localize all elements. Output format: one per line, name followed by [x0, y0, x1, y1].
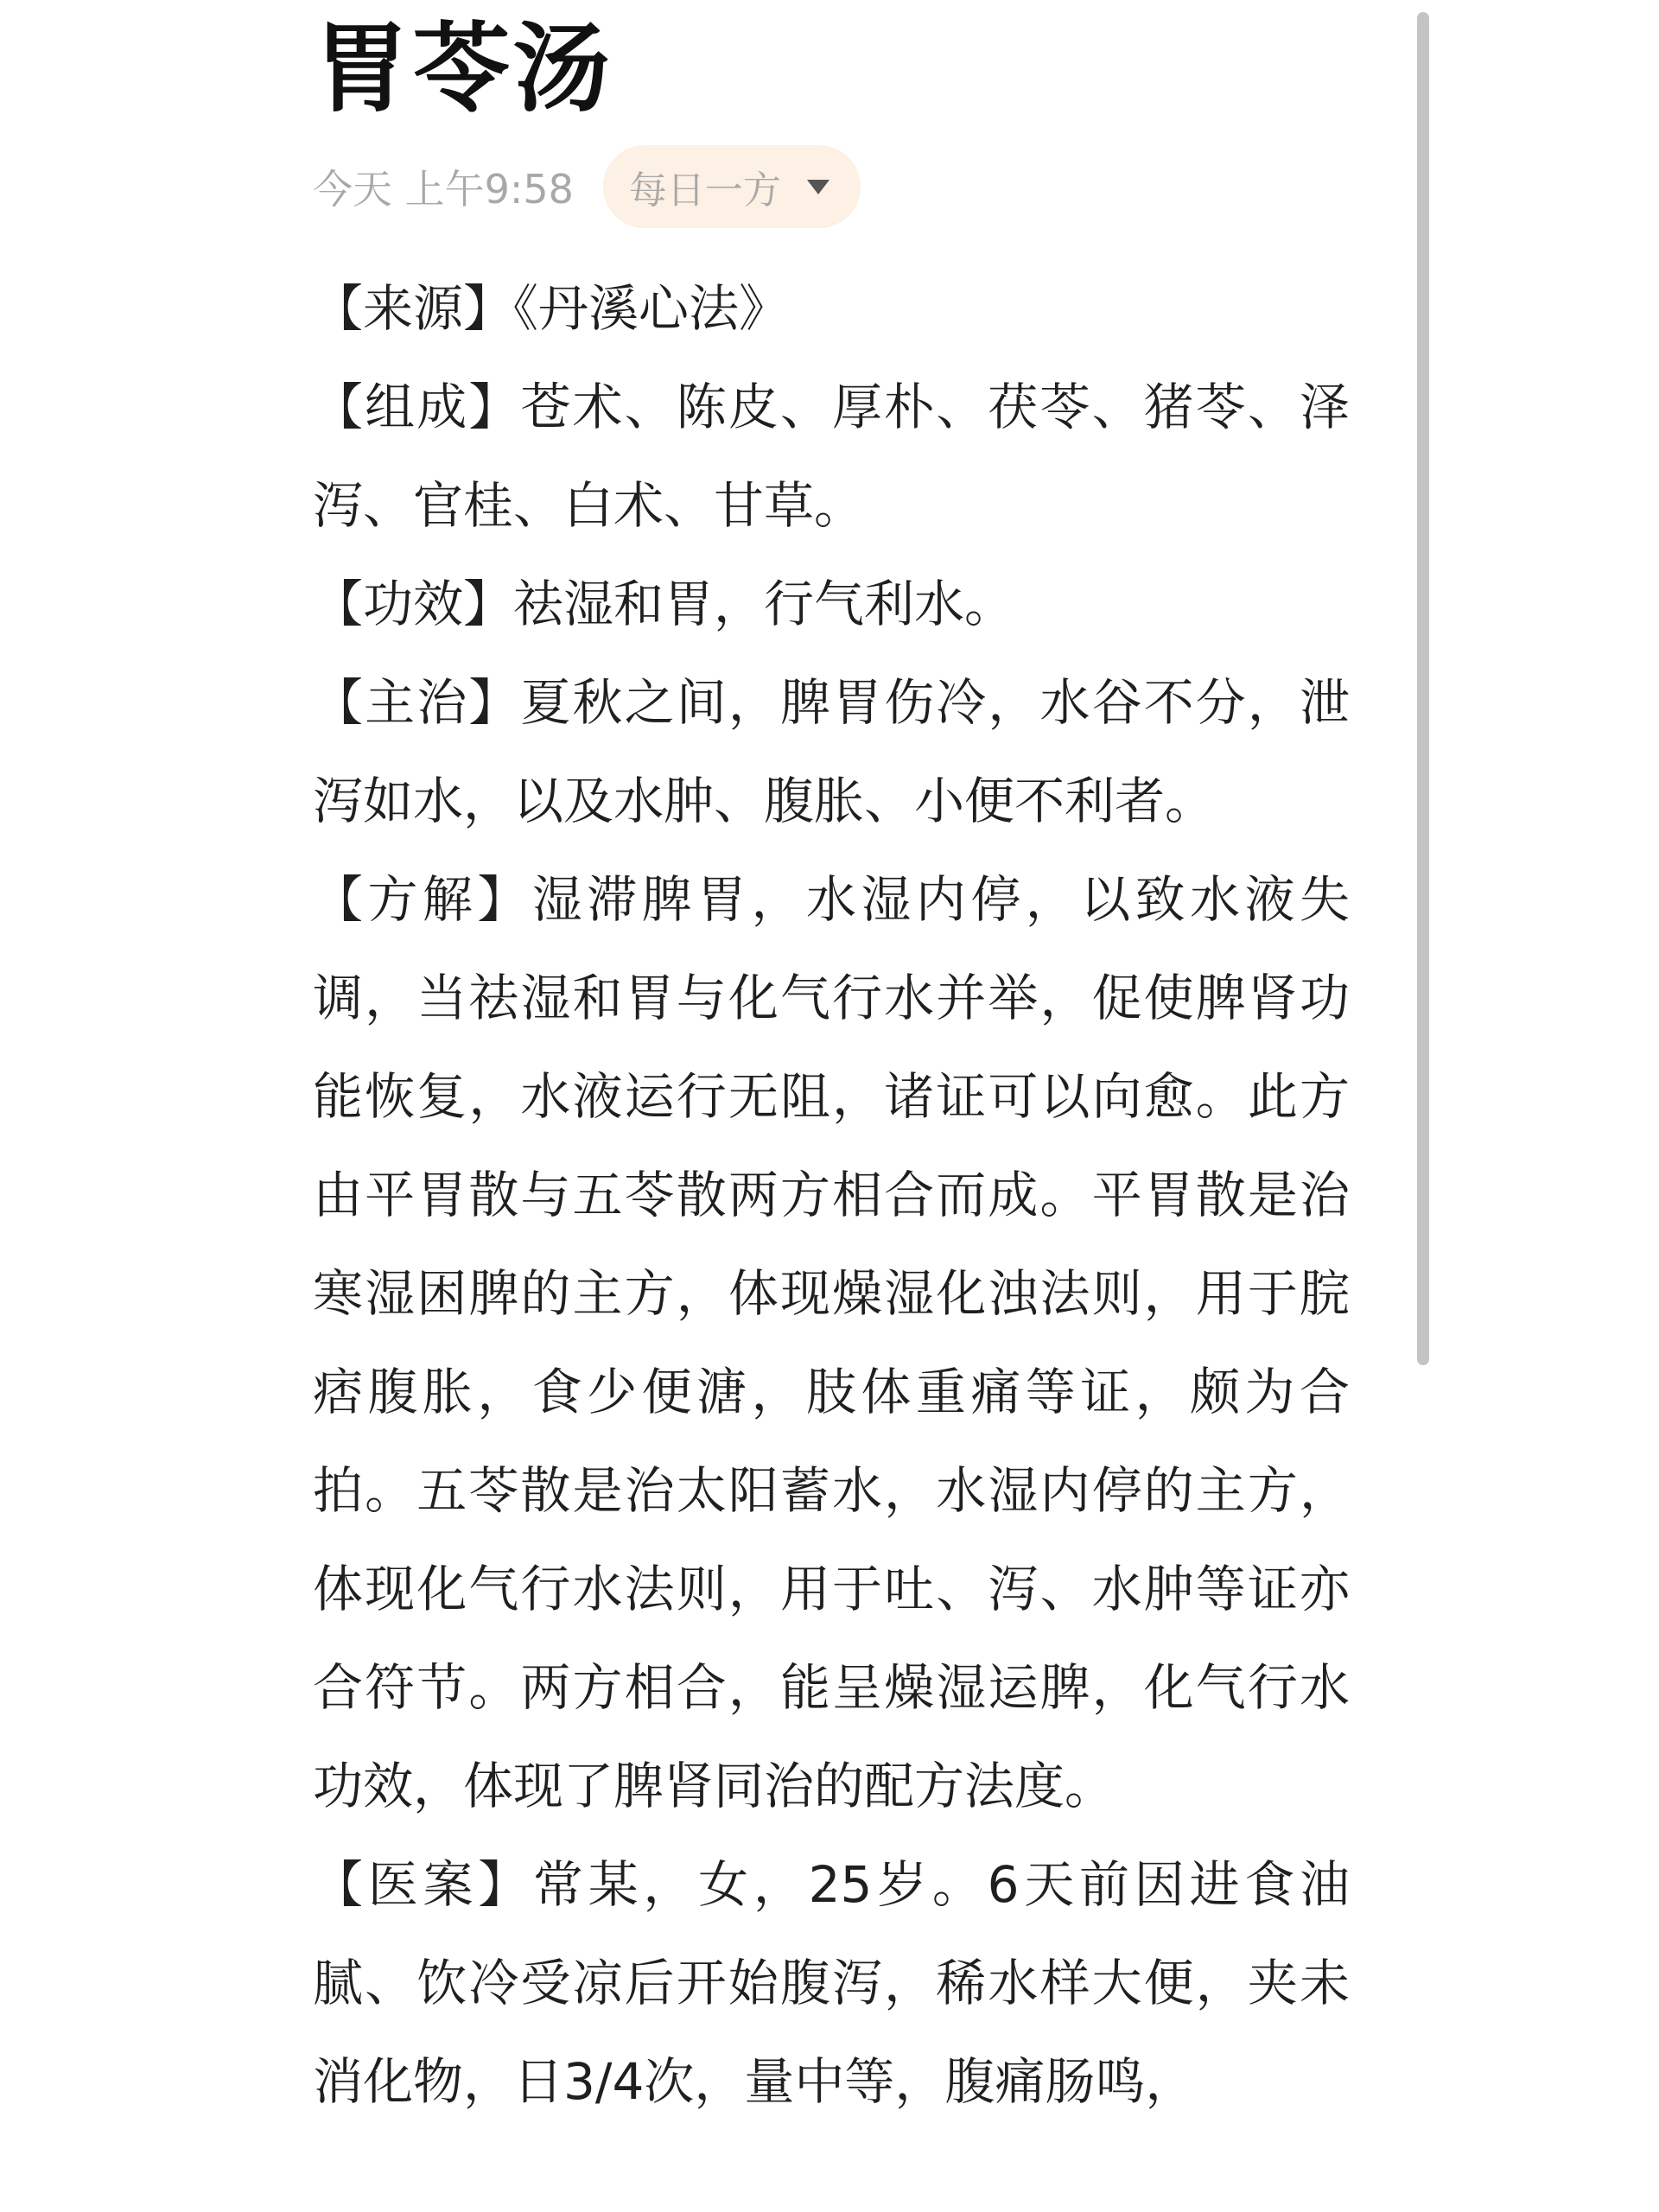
paragraph-case: 【医案】常某，女，25岁。6天前因进食油腻、饮冷受凉后开始腹泻，稀水样大便，夹未消化物，日3/4次，量中等，腹痛肠鸣，	[313, 1855, 1350, 2111]
scrollbar-thumb[interactable]	[1417, 12, 1429, 1365]
paragraph-analysis: 【方解】湿滞脾胃，水湿内停，以致水液失调，当祛湿和胃与化气行水并举，促使脾肾功能恢复，水液运行无阻，诸证可以向愈。此方由平胃散与五苓散两方相合而成。平胃散是治寒湿困脾的主方，体现燥湿化浊法则，用于脘痞腹胀，食少便溏，肢体重痛等证，颇为合拍。五苓散是治太阳蓄水，水湿内停的主方，体现化气行水法则，用于吐、泻、水肿等证亦合符节。两方相合，能呈燥湿运脾，化气行水功效，体现了脾肾同治的配方法度。	[313, 870, 1350, 1815]
paragraph-source: 【来源】《丹溪心法》	[313, 279, 790, 338]
category-dropdown[interactable]	[603, 145, 861, 228]
chevron-down-icon	[807, 180, 830, 194]
paragraph-composition: 【组成】苍术、陈皮、厚朴、茯苓、猪苓、泽泻、官桂、白术、甘草。	[313, 378, 1350, 535]
paragraph-indications: 【主治】夏秋之间，脾胃伤冷，水谷不分，泄泻如水，以及水肿、腹胀、小便不利者。	[313, 673, 1350, 830]
note-body[interactable]	[313, 259, 1350, 2131]
paragraph-efficacy: 【功效】祛湿和胃，行气利水。	[313, 575, 1015, 633]
note-meta	[313, 145, 861, 228]
category-label: 每日一方	[628, 168, 781, 213]
note-timestamp: 今天 上午9:58	[313, 166, 574, 213]
note-title: 胃苓汤	[313, 13, 613, 125]
